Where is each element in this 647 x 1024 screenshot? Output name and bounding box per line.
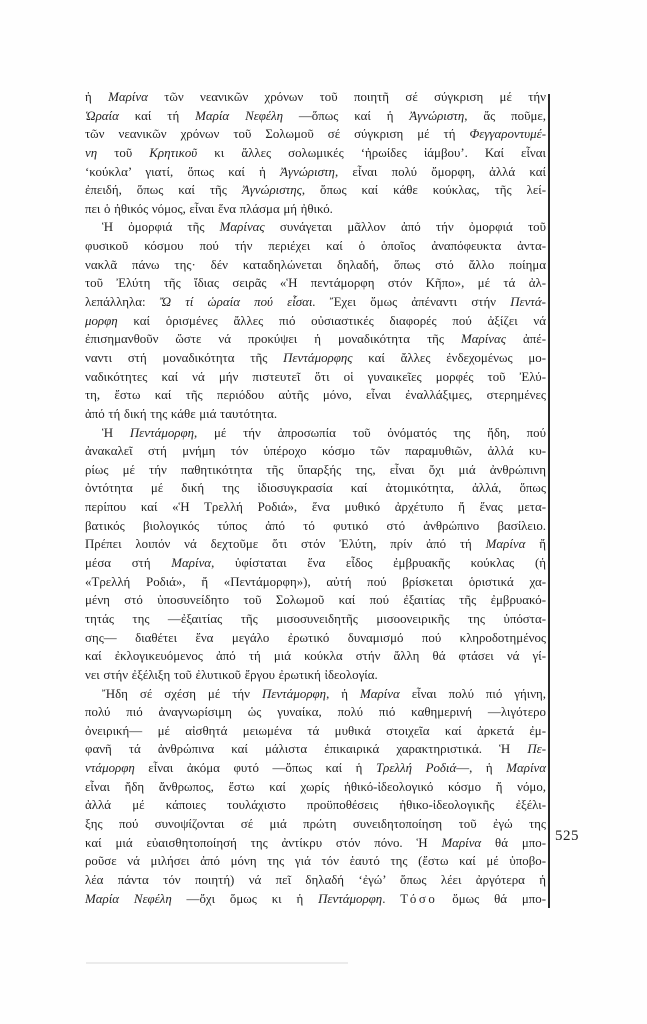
text-segment: Τόσο <box>400 891 438 906</box>
text-segment: Φεγγαροντυμέ- <box>469 127 546 142</box>
text-segment: μορφη <box>85 313 118 328</box>
text-segment: Πε- <box>527 742 546 757</box>
text-segment: Πρέπει λοιπόν νά δεχτοῦμε ὅτι στόν Ἐλύτη, πρίν ἀπό τή <box>85 537 486 552</box>
text-segment: «Τρελλή Ροδιά», ἤ «Πεντάμορφη»), αὐτή πού βρίσκεται ὁριστικά χα- <box>85 574 546 589</box>
text-line <box>85 722 546 741</box>
text-segment: Μαρία Νεφέλη <box>85 891 172 906</box>
text-segment: Μαρίνας <box>219 220 265 235</box>
text-segment: σης— διαθέτει ἕνα μεγάλο ἐρωτικό δυναμισμό πού κληροδοτημένος <box>85 630 546 645</box>
text-segment: , ἄς ποῦμε, <box>464 108 546 123</box>
text-segment: καί ἐκλογικευόμενος ἀπό τή μιά κούκλα στήν ἄλλη θά φτάσει νά γί- <box>85 649 546 664</box>
text-line <box>85 759 546 778</box>
text-segment: , εἶναι πολύ ὄμορφη, ἀλλά καί <box>334 164 546 179</box>
text-segment: ξης πού συνοψίζονται σέ μιά πρώτη συνειδητοποίηση τοῦ ἐγώ της <box>85 816 546 831</box>
text-segment: καί τή <box>118 108 196 123</box>
text-line <box>85 293 546 312</box>
text-segment: ὀνειρική— μέ αἰσθητά μειωμένα τά μυθικά στοιχεῖα καί ἀρκετά ἐμ- <box>85 723 546 738</box>
text-segment: —ὄχι ὅμως κι ἡ <box>171 891 319 906</box>
text-segment: Ὤ τί ὡραία πού εἶσαι. <box>159 295 316 310</box>
text-line <box>85 852 546 871</box>
text-segment: εἶναι ἤδη ἄνθρωπος, ἔστω καί χωρίς ἠθικό-ἰδεολογικό κόσμο ἤ νόμο, <box>85 779 546 794</box>
text-line <box>85 424 546 443</box>
text-segment: Πεντάμορφη <box>129 425 194 440</box>
text-segment: Ἔχει ὅμως ἀπέναντι στήν <box>315 295 511 310</box>
text-segment: Κρητικοῦ <box>149 145 198 160</box>
text-segment: καί ὁρισμένες ἄλλες πιό οὐσιαστικές διαφορές πού ἀξίζει νά <box>117 313 546 328</box>
text-segment: Πεντά- <box>510 295 546 310</box>
text-segment: περίπου καί «Ἡ Τρελλή Ροδιά», ἕνα μυθικό ἀρχέτυπο ἤ ἕνας μετα- <box>85 500 546 515</box>
text-segment: Μαρίνα <box>108 90 148 104</box>
text-segment: Τρελλή Ροδιά <box>376 761 457 776</box>
text-segment: Ὡραία <box>85 108 119 123</box>
text-segment: εἶναι πολύ πιό γήινη, <box>399 686 546 701</box>
text-line <box>85 274 546 293</box>
text-line <box>85 591 546 610</box>
text-line <box>85 386 546 405</box>
text-line <box>85 517 546 536</box>
text-segment: Μαρίνα <box>506 761 547 776</box>
text-segment: νακλᾶ πάνω της· δέν καταδηλώνεται δηλαδή, ὅπως στό ἄλλο ποίημα <box>85 257 546 272</box>
text-segment: , ἡ <box>326 686 360 701</box>
text-line <box>85 256 546 275</box>
text-segment: ἀλλά μέ κάποιες τουλάχιστο προϋποθέσεις ἠθικο-ἰδεολογικῆς ἐξέλι- <box>85 798 546 813</box>
text-block <box>85 88 546 908</box>
text-segment: ἡ <box>85 90 109 104</box>
text-segment: ἀπό τή δική της κάθε μιά ταυτότητα. <box>85 406 278 421</box>
text-line <box>85 107 546 126</box>
text-line <box>85 703 546 722</box>
text-segment: θά μπο- <box>481 835 546 850</box>
text-segment: λεπάλληλα: <box>85 295 160 310</box>
text-line <box>85 796 546 815</box>
text-segment: λέα πάντα τόν ποιητή) νά πεῖ δηλαδή ‘ἐγώ’ ὅπως λέει ἀργότερα ἡ <box>85 872 546 887</box>
text-line <box>85 218 546 237</box>
margin-rule <box>548 94 550 908</box>
text-segment: ρίως μέ τήν παθητικότητα τῆς ὕπαρξής της, εἶναι ὄχι μιά ἀνθρώπινη <box>85 462 546 477</box>
text-line <box>85 479 546 498</box>
text-segment: εἶναι ἀκόμα φυτό —ὅπως καί ἡ <box>134 761 376 776</box>
text-segment: Μαρία Νεφέλη <box>195 108 283 123</box>
text-line <box>85 740 546 759</box>
text-segment: φυσικοῦ κόσμου πού τήν περιέχει καί ὁ ὁποῖος ἀναπόφευκτα ἀντα- <box>85 239 546 254</box>
text-line <box>85 88 546 107</box>
text-segment: ‘κούκλα’ γιατί, ὅπως καί ἡ <box>85 164 281 179</box>
text-segment: τοῦ <box>97 145 150 160</box>
text-line <box>85 629 546 648</box>
text-line <box>85 685 546 704</box>
text-segment: Ἀγνώριστη <box>409 108 465 123</box>
text-segment: Ἡ ὀμορφιά τῆς <box>102 220 220 235</box>
text-line <box>85 330 546 349</box>
text-segment: πολύ πιό ἀναγνωρίσιμη ὡς γυναίκα, πολύ πιό καθημερινή —λιγότερο <box>85 705 546 720</box>
text-line <box>85 237 546 256</box>
text-segment: Μαρίνα <box>485 537 526 552</box>
text-segment: ναντι στή μοναδικότητα τῆς <box>85 350 284 365</box>
scan-artifact-line <box>86 962 348 964</box>
text-segment: Μαρίνας <box>461 332 507 347</box>
text-line <box>85 834 546 853</box>
text-segment: . <box>382 891 401 906</box>
text-segment: κι ἄλλες σολωμικές ‘ἡρωίδες ἰάμβου’. Καί εἶναι <box>197 145 546 160</box>
text-segment: , μέ τήν ἀπροσωπία τοῦ ὀνόματός της ἤδη, πού <box>193 425 546 440</box>
text-line <box>85 498 546 517</box>
text-segment: νει στήν ἐξέλιξη τοῦ ἐλυτικοῦ ἔργου ἐρωτική ἰδεολογία. <box>85 667 378 682</box>
text-segment: Μαρίνα <box>359 686 400 701</box>
text-segment: , ὅπως καί κάθε κούκλας, τῆς λεί- <box>301 183 546 198</box>
text-segment: πει ὁ ἠθικός νόμος, εἶναι ἕνα πλάσμα μή ἠθικό. <box>85 201 333 216</box>
page-number: 525 <box>555 828 579 844</box>
text-segment: ντάμορφη <box>85 761 135 776</box>
text-segment: ἤ <box>525 537 546 552</box>
text-line <box>85 554 546 573</box>
text-segment: —ὅπως καί ἡ <box>282 108 410 123</box>
text-segment: νη <box>85 145 98 160</box>
text-segment: τῶν νεανικῶν χρόνων τοῦ ποιητῆ σέ σύγκριση μέ τήν <box>147 90 546 104</box>
text-line <box>85 778 546 797</box>
text-segment: Ἀγνώριστη <box>280 164 335 179</box>
text-line <box>85 125 546 144</box>
text-line <box>85 144 546 163</box>
text-line <box>85 610 546 629</box>
text-segment: μένη στό ὑποσυνείδητο τοῦ Σολωμοῦ καί πού ἐξαιτίας τῆς ἐμβρυακό- <box>85 593 546 608</box>
text-segment: καί ἄλλες ἐνδεχομένως μο- <box>352 350 546 365</box>
text-segment: ροῦσε νά μιλήσει ἀπό μόνη της γιά τόν ἑαυτό της (ἔστω καί μέ ὑποβο- <box>85 854 546 869</box>
text-segment: καί μιά εὐαισθητοποίησή της ἀντίκρυ στόν πόνο. Ἡ <box>85 835 442 850</box>
text-line <box>85 312 546 331</box>
text-line <box>85 405 546 424</box>
text-segment: τη, ἔστω καί τῆς περιόδου αὐτῆς μόνο, εἶναι ἐναλλάξιμες, στερημένες <box>85 388 546 403</box>
text-line <box>85 181 546 200</box>
text-segment: Ἡ <box>102 425 130 440</box>
text-line <box>85 535 546 554</box>
text-line <box>85 163 546 182</box>
text-segment: Πεντάμορφη <box>261 686 327 701</box>
text-segment: ναδικότητες καί νά μήν πιστευτεῖ ὅτι οἱ γυναικεῖες μορφές τοῦ Ἐλύ- <box>85 369 546 384</box>
text-segment: ἐπειδή, ὅπως καί τῆς <box>85 183 242 198</box>
text-line <box>85 815 546 834</box>
text-segment: ἀνακαλεῖ στή μνήμη τόν ὑπέροχο κόσμο τῶν παραμυθιῶν, ἀλλά κυ- <box>85 444 546 459</box>
text-segment: Μαρίνα <box>171 556 212 571</box>
text-line <box>85 573 546 592</box>
text-segment: βατικός βιολογικός τύπος ἀπό τό φυτικό στό ἀνθρώπινο βασίλειο. <box>85 518 546 533</box>
text-line <box>85 871 546 890</box>
text-segment: ὅμως θά μπο- <box>437 891 546 906</box>
text-segment: Ἤδη σέ σχέση μέ τήν <box>102 686 262 701</box>
text-line <box>85 349 546 368</box>
text-line <box>85 442 546 461</box>
text-segment: τοῦ Ἐλύτη τῆς ἴδιας σειρᾶς «Ἡ πεντάμορφη στόν Κῆπο», μέ τά ἀλ- <box>85 276 546 291</box>
text-segment: φανῆ τά ἀνθρώπινα καί μάλιστα ἐπικαιρικά χαρακτηριστικά. Ἡ <box>85 742 528 757</box>
text-segment: τητάς της —ἐξαιτίας τῆς μισοσυνειδητῆς μισοονειρικῆς της ὑπόστα- <box>85 611 546 626</box>
text-segment: μέσα στή <box>85 556 172 571</box>
text-segment: τῶν νεανικῶν χρόνων τοῦ Σολωμοῦ σέ σύγκριση μέ τή <box>85 127 470 142</box>
text-segment: , ὑφίσταται ἕνα εἶδος ἐμβρυακῆς κούκλας (ἡ <box>211 556 546 571</box>
text-segment: Πεντάμορφης <box>283 350 353 365</box>
text-segment: ἀπέ- <box>506 332 546 347</box>
text-line <box>85 647 546 666</box>
text-segment: ὀντότητα μέ δική της ἰδιοσυγκρασία καί ἀτομικότητα, ἀλλά, ὅπως <box>85 481 546 496</box>
text-segment: Πεντάμορφη <box>318 891 383 906</box>
text-line <box>85 666 546 685</box>
text-segment: Μαρίνα <box>441 835 482 850</box>
text-line <box>85 200 546 219</box>
text-line <box>85 890 546 909</box>
text-line <box>85 461 546 480</box>
text-segment: —, ἡ <box>456 761 507 776</box>
text-line <box>85 368 546 387</box>
text-segment: ἐπισημανθοῦν ὥστε νά προκύψει ἡ μοναδικότητα τῆς <box>85 332 462 347</box>
text-segment: Ἀγνώριστης <box>241 183 302 198</box>
text-segment: συνάγεται μᾶλλον ἀπό τήν ὀμορφιά τοῦ <box>264 220 546 235</box>
